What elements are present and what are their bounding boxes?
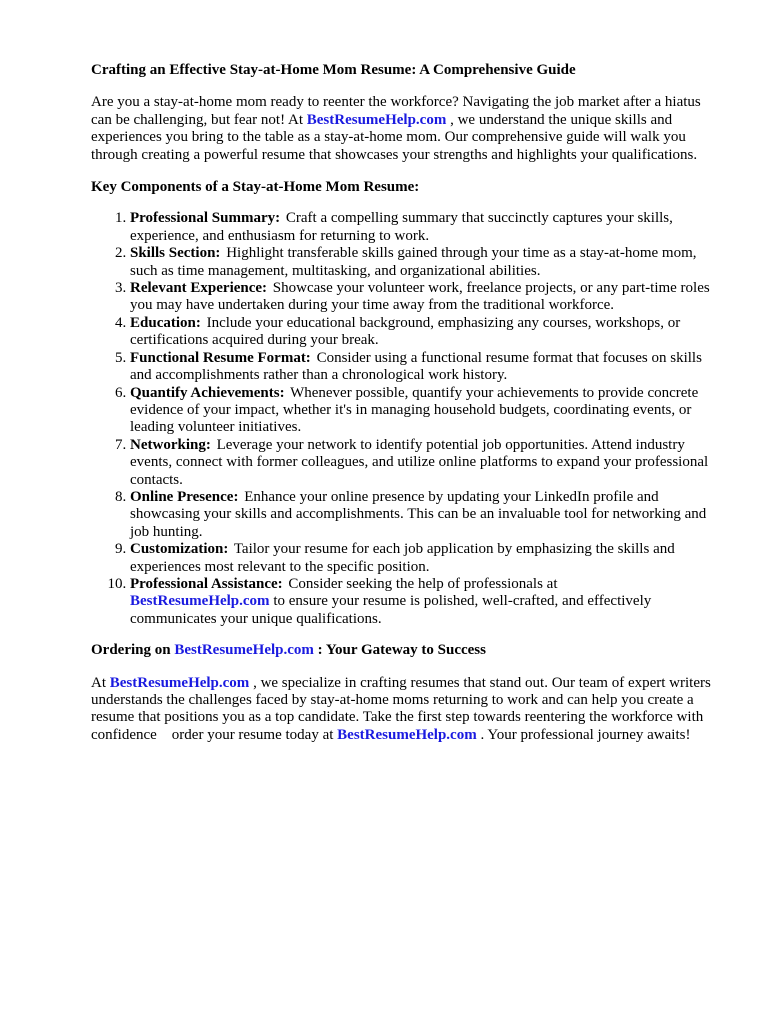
item-text: Whenever possible, quantify your achievements to provide concrete evidence of your impact, whether it's in managing household budgets, coordinating events, or leading volunteer initiatives. [130,384,699,436]
key-components-heading: Key Components of a Stay-at-Home Mom Resume: [91,179,420,196]
list-item [130,489,712,541]
brand-link[interactable]: BestResumeHelp.com [109,674,250,691]
list-item [130,245,712,280]
brand-link[interactable]: BestResumeHelp.com [130,593,270,610]
item-title: Functional Resume Format: [130,349,311,366]
components-list [91,210,712,628]
item-title: Networking: [130,436,211,453]
item-text: Tailor your resume for each job application by emphasizing the skills and experiences most relevant to the specific position. [130,541,675,575]
list-item [130,280,712,315]
item-text: Consider seeking the help of professionals at [288,575,558,592]
ordering-heading-after-link: : Your Gateway to Success [313,642,486,659]
list-item [130,210,712,245]
closing-paragraph [91,674,715,745]
list-item [130,315,712,350]
brand-link[interactable]: BestResumeHelp.com [174,642,314,659]
item-title: Professional Summary: [130,210,281,227]
intro-text-after-link: , we understand the unique skills and experiences you bring to the table as a stay-at-home mom. Our comprehensive guide will walk you through creating a powerful resume that showcases your strengths and highlights your qualifications. [91,111,698,163]
list-item [130,385,712,437]
item-title: Skills Section: [130,245,221,262]
list-item [130,541,712,576]
closing-text-2: , we specialize in crafting resumes that stand out. Our team of expert writers understands the challenges faced by stay-at-home moms returning to work and can help you create a resume that positions you as a top candidate. Take the first step towards reentering the workforce with confidence order your resume today at [91,674,715,743]
item-text: Consider using a functional resume format that focuses on skills and accomplishments rather than a chronological work history. [130,349,702,384]
list-item [130,437,712,489]
closing-text-3: . Your professional journey awaits! [476,726,691,743]
item-text: Leverage your network to identify potential job opportunities. Attend industry events, connect with former colleagues, and utilize online platforms to expand your professional contacts. [130,436,709,488]
item-title: Quantify Achievements: [130,384,285,401]
item-text: Include your educational background, emphasizing any courses, workshops, or certifications acquired during your break. [130,314,681,349]
item-text: Showcase your volunteer work, freelance projects, or any part-time roles you may have undertaken during your time away from the traditional workforce. [130,280,710,314]
list-item [130,350,712,385]
brand-link[interactable]: BestResumeHelp.com [306,111,447,128]
intro-text-before-link: Are you a stay-at-home mom ready to reenter the workforce? Navigating the job market after a hiatus can be challenging, but fear not! At [91,94,701,128]
item-title: Professional Assistance: [130,575,283,592]
item-text: Highlight transferable skills gained through your time as a stay-at-home mom, such as time management, multitasking, and organizational abilities. [130,245,697,279]
item-text: Enhance your online presence by updating your LinkedIn profile and showcasing your skills and accomplishments. This can be an invaluable tool for networking and job hunting. [130,488,707,540]
brand-link[interactable]: BestResumeHelp.com [337,726,477,743]
item-title: Online Presence: [130,488,239,505]
document-title: Crafting an Effective Stay-at-Home Mom Resume: A Comprehensive Guide [91,62,576,78]
item-title: Customization: [130,541,229,558]
ordering-heading [91,642,712,659]
item-text: Craft a compelling summary that succinctly captures your skills, experience, and enthusiasm for returning to work. [130,210,673,244]
item-text-after-link: to ensure your resume is polished, well-crafted, and effectively communicates your unique qualifications. [130,593,652,627]
ordering-heading-before-link: Ordering on [91,642,175,659]
list-item [130,576,712,628]
closing-text-1: At [91,674,110,691]
item-title: Relevant Experience: [130,280,268,297]
item-title: Education: [130,314,201,331]
intro-paragraph [91,94,712,164]
